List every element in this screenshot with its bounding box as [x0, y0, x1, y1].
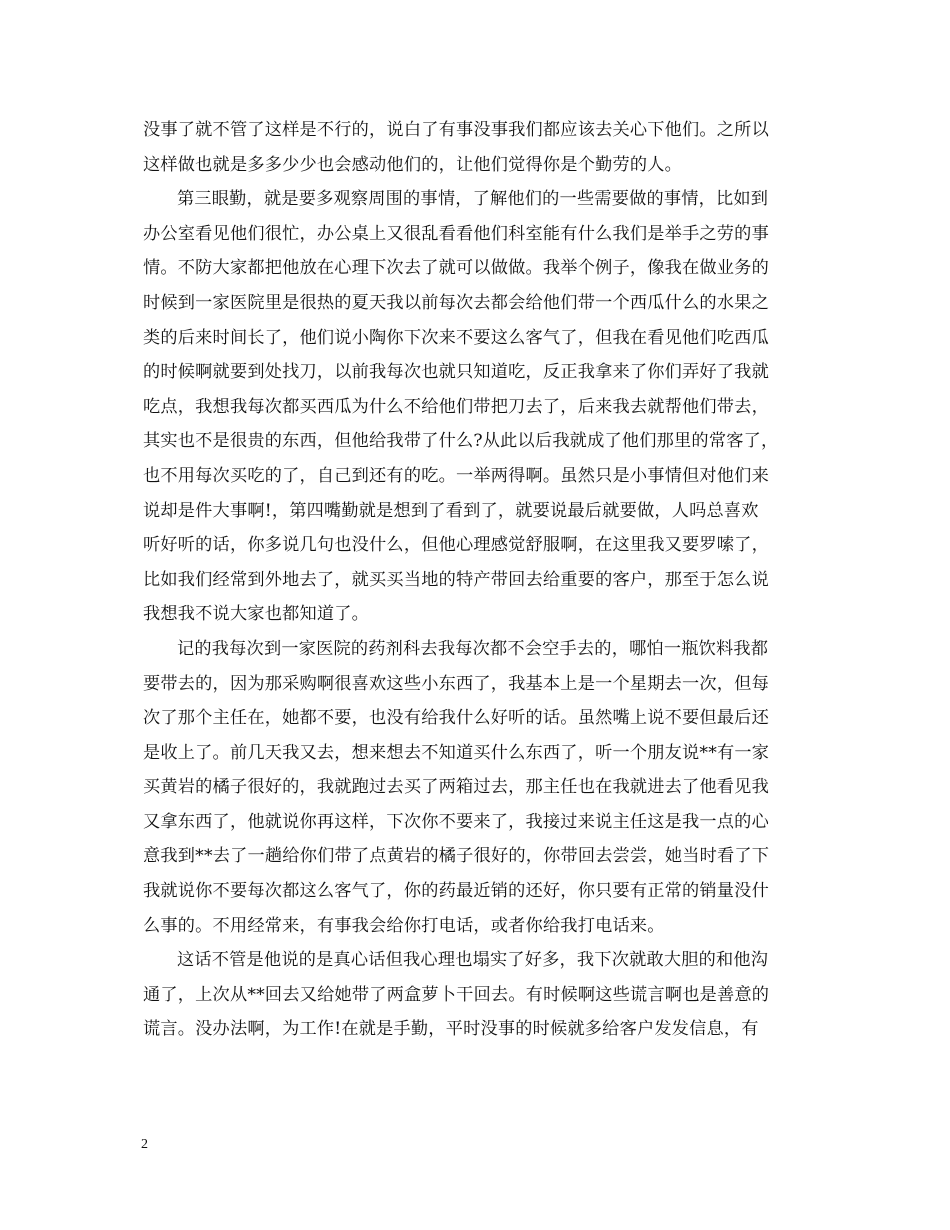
- text-line: 比如我们经常到外地去了，就买买当地的特产带回去给重要的客户，那至于怎么说: [143, 569, 769, 590]
- text-line: 其实也不是很贵的东西，但他给我带了什么?从此以后我就成了他们那里的常客了，: [143, 431, 779, 452]
- text-line: 说却是件大事啊!，第四嘴勤就是想到了看到了，就要说最后就要做，人吗总喜欢: [143, 500, 759, 521]
- page-number: 2: [141, 1137, 148, 1152]
- text-line: 吃点，我想我每次都买西瓜为什么不给他们带把刀去了，后来我去就帮他们带去，: [143, 396, 769, 417]
- text-line: 是收上了。前几天我又去，想来想去不知道买什么东西了，听一个朋友说**有一家: [143, 742, 770, 763]
- text-line: 要带去的，因为那采购啊很喜欢这些小东西了，我基本上是一个星期去一次，但每: [143, 673, 769, 694]
- text-line: 听好听的话，你多说几句也没什么，但他心理感觉舒服啊，在这里我又要罗嗦了，: [143, 535, 769, 556]
- text-line: 办公室看见他们很忙，办公桌上又很乱看看他们科室能有什么我们是举手之劳的事: [143, 223, 769, 244]
- text-line: 第三眼勤，就是要多观察周围的事情，了解他们的一些需要做的事情，比如到: [177, 189, 769, 210]
- text-line: 又拿东西了，他就说你再这样，下次你不要来了，我接过来说主任这是我一点的心: [143, 811, 769, 832]
- text-line: 这话不管是他说的是真心话但我心理也塌实了好多，我下次就敢大胆的和他沟: [177, 950, 769, 971]
- text-line: 没事了就不管了这样是不行的，说白了有事没事我们都应该去关心下他们。之所以: [143, 120, 769, 140]
- text-line: 这样做也就是多多少少也会感动他们的，让他们觉得你是个勤劳的人。: [143, 154, 683, 175]
- text-line: 谎言。没办法啊，为工作!在就是手勤，平时没事的时候就多给客户发发信息，有: [143, 1019, 759, 1040]
- text-line: 的时候啊就要到处找刀，以前我每次也就只知道吃，反正我拿来了你们弄好了我就: [143, 362, 769, 383]
- text-line: 我就说你不要每次都这么客气了，你的药最近销的还好，你只要有正常的销量没什: [143, 881, 769, 902]
- text-line: 意我到**去了一趟给你们带了点黄岩的橘子很好的，你带回去尝尝，她当时看了下: [143, 846, 770, 867]
- text-line: 买黄岩的橘子很好的，我就跑过去买了两箱过去，那主任也在我就进去了他看见我: [143, 777, 769, 798]
- text-line: 次了那个主任在，她都不要，也没有给我什么好听的话。虽然嘴上说不要但最后还: [143, 708, 769, 729]
- text-line: 也不用每次买吃的了，自己到还有的吃。一举两得啊。虽然只是小事情但对他们来: [143, 465, 769, 486]
- text-line: 通了，上次从**回去又给她带了两盒萝卜干回去。有时候啊这些谎言啊也是善意的: [143, 984, 770, 1005]
- text-line: 记的我每次到一家医院的药剂科去我每次都不会空手去的，哪怕一瓶饮料我都: [177, 638, 769, 659]
- text-line: 情。不防大家都把他放在心理下次去了就可以做做。我举个例子，像我在做业务的: [143, 258, 769, 279]
- text-line: 我想我不说大家也都知道了。: [143, 604, 370, 625]
- text-line: 么事的。不用经常来，有事我会给你打电话，或者你给我打电话来。: [143, 915, 665, 936]
- text-line: 类的后来时间长了，他们说小陶你下次来不要这么客气了，但我在看见他们吃西瓜: [143, 327, 769, 348]
- document-body: [143, 113, 819, 1047]
- text-line: 时候到一家医院里是很热的夏天我以前每次去都会给他们带一个西瓜什么的水果之: [143, 292, 769, 313]
